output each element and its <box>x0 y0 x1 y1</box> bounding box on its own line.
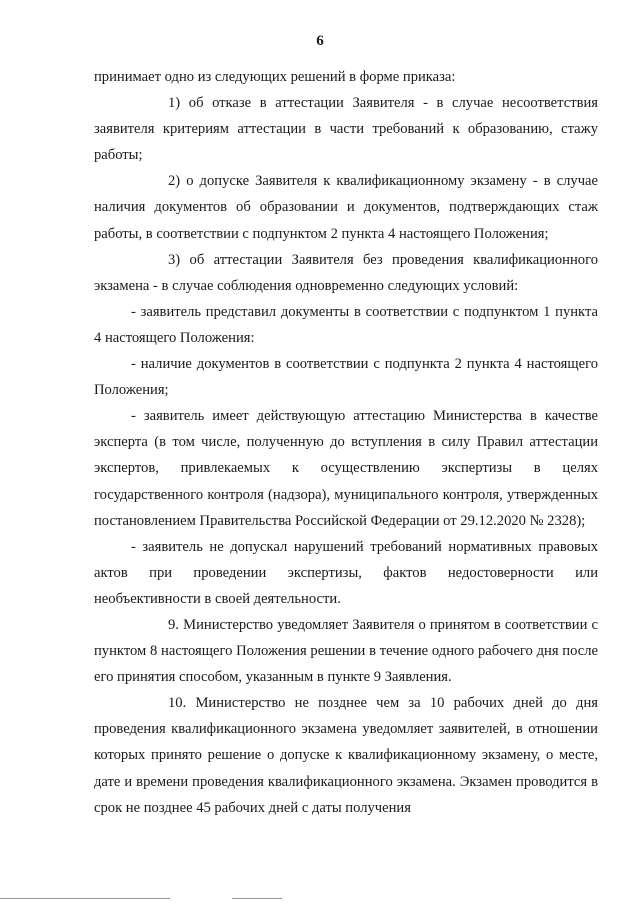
clause-number: 10. <box>168 695 187 712</box>
page-number: 6 <box>316 33 324 49</box>
list-item-3 <box>94 247 598 299</box>
condition-1 <box>94 299 598 351</box>
condition-4 <box>94 534 598 612</box>
paragraph-text: об отказе в аттестации Заявителя - в случае несоответствия заявителя критериям аттестации в части требований к образованию, стажу работы; <box>94 95 598 164</box>
paragraph-text: - заявитель имеет действующую аттестацию Министерства в качестве эксперта (в том числе, полученную до вступления в силу Правил аттестации экспертов, привлекаемых к осуществлению экспертизы в целях государственного контроля (надзора), муниципального контроля, утвержденных постановлением Правительства Российской Федерации от 29.12.2020 № 2328); <box>94 408 598 529</box>
clause-number: 9. <box>168 616 179 633</box>
clause-10 <box>94 690 598 820</box>
paragraph-intro <box>94 64 598 90</box>
paragraph-text: - заявитель не допускал нарушений требований нормативных правовых актов при проведении экспертизы, фактов недостоверности или необъективности в своей деятельности. <box>94 538 598 607</box>
scan-edge-line <box>0 898 170 899</box>
paragraph-text: принимает одно из следующих решений в форме приказа: <box>94 69 456 85</box>
list-number: 1) <box>168 95 181 112</box>
paragraph-text: - наличие документов в соответствии с подпункта 2 пункта 4 настоящего Положения; <box>94 356 598 399</box>
paragraph-text: об аттестации Заявителя без проведения квалификационного экзамена - в случае соблюдения одновременно следующих условий: <box>94 251 599 294</box>
paragraph-text: Министерство не позднее чем за 10 рабочих дней до дня проведения квалификационного экзамена уведомляет заявителей, в отношении которых принято решение о допуске к квалификационному экзамену, о месте, дате и времени проведения квалификационного экзамена. Экзамен проводится в срок не позднее 45 рабочих дней с даты получения <box>94 695 598 816</box>
scan-edge-line <box>232 898 282 899</box>
clause-9 <box>94 612 598 690</box>
condition-3 <box>94 403 598 533</box>
list-number: 3) <box>168 251 181 268</box>
paragraph-text: - заявитель представил документы в соответствии с подпунктом 1 пункта 4 настоящего Положения: <box>94 303 598 346</box>
list-number: 2) <box>168 173 181 190</box>
paragraph-text: Министерство уведомляет Заявителя о принятом в соответствии с пунктом 8 настоящего Положения решении в течение одного рабочего дня после его принятия способом, указанным в пункте 9 Заявления. <box>94 616 598 686</box>
list-item-1 <box>94 90 598 168</box>
list-item-2 <box>94 168 598 246</box>
paragraph-text: о допуске Заявителя к квалификационному экзамену - в случае наличия документов об образовании и документов, подтверждающих стаж работы, в соответствии с подпунктом 2 пункта 4 настоящего Положения; <box>94 173 598 242</box>
document-body <box>94 64 598 821</box>
condition-2 <box>94 351 598 403</box>
